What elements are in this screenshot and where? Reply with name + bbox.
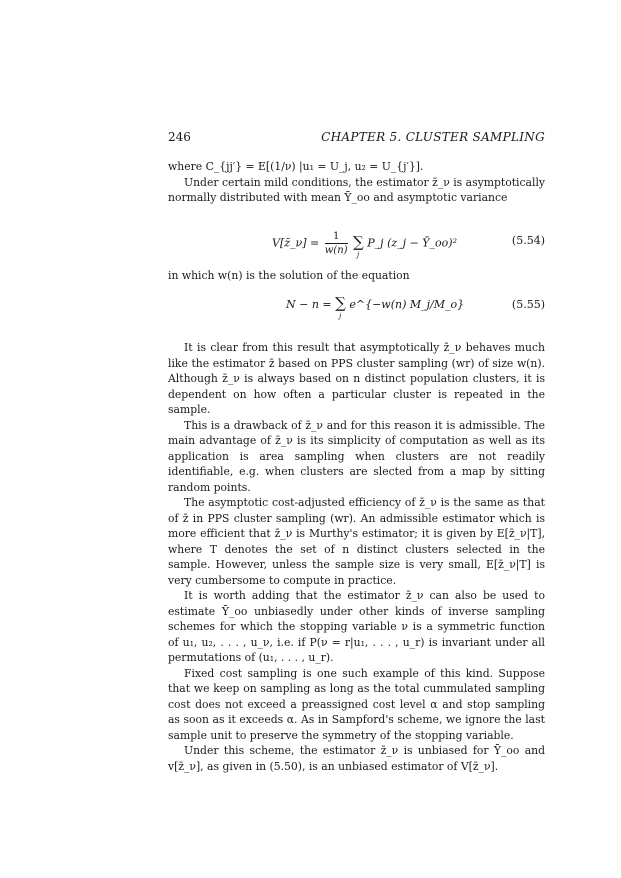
eq554-fraction — [325, 230, 348, 257]
mid-line: in which w(n) is the solution of the equation — [168, 269, 410, 282]
eq555-lhs: N − n = — [286, 298, 332, 311]
paragraph-3: The asymptotic cost-adjusted efficiency of z̄_ν is the same as that of z̄ in PPS cluster sampling (wr). An admissible estimator which is more efficient that z̄_ν is Murthy's estimator; it is given by E[z̄_ν|T], where T denotes the set of n distinct clusters selected in the sample. However, unless the sample size is very small, E[z̄_ν|T] is very cumbersome to compute in practice. — [168, 496, 545, 587]
eq555-summation: ∑ j — [335, 294, 346, 320]
eq554-numerator: 1 — [325, 230, 348, 244]
eq554-summation: ∑ j — [353, 232, 364, 259]
eq555-sum-index: j — [339, 312, 342, 320]
paragraph-2: This is a drawback of z̄_ν and for this reason it is admissible. The main advantage of z̄_ν is its simplicity of computation as well as its application is area sampling when clusters are not readily identifiable, e.g. when clusters are slected from a map by sitting random points. — [168, 418, 545, 494]
main-body — [168, 340, 545, 774]
eq554-lhs: V[z̄_ν] = — [272, 236, 320, 250]
intro-block — [168, 159, 545, 206]
equation-5-55 — [168, 286, 545, 326]
chapter-title: CHAPTER 5. CLUSTER SAMPLING — [321, 130, 545, 144]
mid-text — [168, 268, 545, 284]
eq554-denominator: w(n) — [324, 245, 348, 256]
equation-5-54 — [168, 222, 545, 262]
paragraph-6: Under this scheme, the estimator z̄_ν is unbiased for Ȳ_oo and v[z̄_ν], as given in (5.50), is an unbiased estimator of V[z̄_ν]. — [168, 744, 545, 773]
paragraph-1: It is clear from this result that asymptotically z̄_ν behaves much like the estimator z̄ based on PPS cluster sampling (wr) of size w(n). Although z̄_ν is always based on n distinct population clusters, it is dependent on how often a particular cluster is repeated in the sample. — [168, 341, 545, 416]
paragraph-asymptotic: Under certain mild conditions, the estimator z̄_ν is asymptotically normally distributed with mean Ȳ_oo and asymptotic variance — [168, 175, 545, 204]
eq555-rhs: e^{−w(n) M_j/M_o} — [349, 298, 465, 311]
paragraph-5: Fixed cost sampling is one such example of this kind. Suppose that we keep on sampling as long as the total cummulated sampling cost does not exceed a preassigned cost level α and stop sampling as soon as it exceeds α. As in Sampford's scheme, we ignore the last sample unit to preserve the symmetry of the stopping variable. — [168, 666, 545, 742]
running-header — [168, 130, 545, 146]
eq554-sum-index: j — [357, 250, 360, 259]
eq554-number: (5.54) — [511, 234, 545, 247]
page-number: 246 — [168, 130, 191, 144]
paragraph-4: It is worth adding that the estimator z̄_ν can also be used to estimate Ȳ_oo unbiasedly under other kinds of inverse sampling schemes for which the stopping variable ν is a symmetric function of u₁, u₂, . . . , u_ν, i.e. if P(ν = r|u₁, . . . , u_r) is invariant under all permutations of (u₁, . . . , u_r). — [168, 589, 545, 664]
eq555-number: (5.55) — [511, 298, 545, 311]
definition-line: where C_{jj′} = E[(1/ν) |u₁ = U_j, u₂ = U_{j′}]. — [168, 160, 424, 173]
eq554-rhs: P_j (z_j − Ȳ_oo)² — [367, 236, 457, 250]
